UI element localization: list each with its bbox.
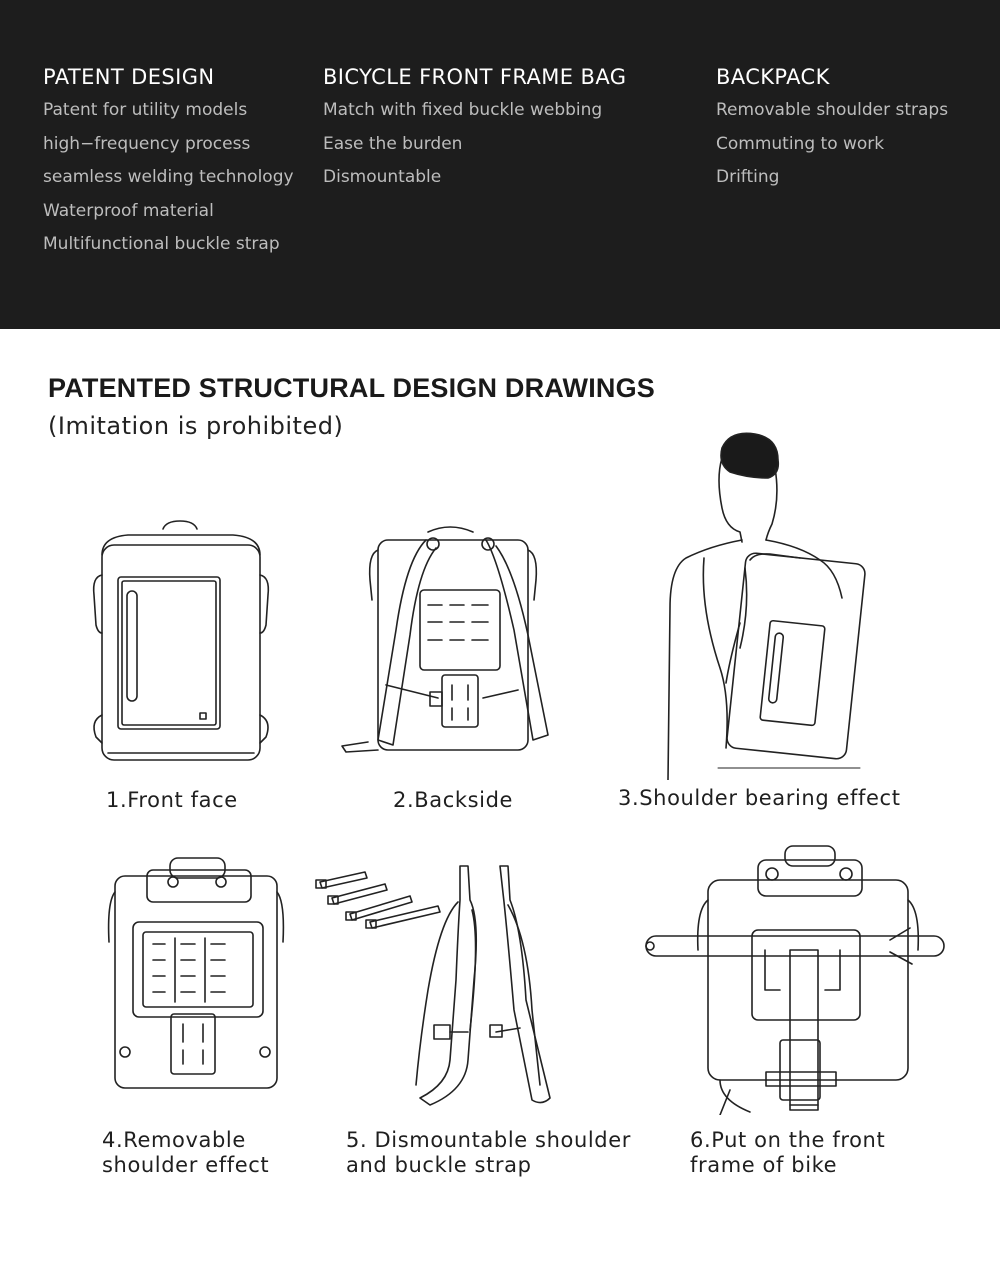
caption-removable-shoulder	[102, 1128, 269, 1178]
caption-line: 5. Dismountable shoulder	[346, 1128, 631, 1152]
list-item: Multifunctional buckle strap	[43, 234, 280, 254]
caption-dismountable-straps	[346, 1128, 631, 1178]
page-title: PATENTED STRUCTURAL DESIGN DRAWINGS	[48, 373, 656, 403]
patent-design-column	[43, 62, 294, 262]
list-item: high−frequency process	[43, 133, 251, 154]
caption-line: and buckle strap	[346, 1153, 532, 1177]
backpack-front-drawing	[88, 515, 273, 765]
backpack-back-drawing	[338, 520, 563, 760]
list-item: Drifting	[716, 167, 780, 187]
patent-design-title: PATENT DESIGN	[43, 65, 215, 89]
bicycle-bag-list	[323, 94, 626, 195]
bicycle-bag-column	[323, 62, 626, 195]
list-item: Removable shoulder straps	[716, 100, 949, 120]
caption-front-face	[106, 788, 238, 813]
backpack-without-straps-drawing	[105, 852, 285, 1092]
bag-on-bike-handlebar-drawing	[640, 840, 950, 1115]
backpack-column	[716, 62, 948, 195]
person-wearing-backpack-drawing	[660, 428, 875, 780]
backpack-title: BACKPACK	[716, 65, 830, 89]
caption-line: 2.Backside	[393, 788, 514, 812]
caption-on-bike	[690, 1128, 885, 1178]
list-item: seamless welding technology	[43, 167, 294, 187]
list-item: Ease the burden	[323, 133, 463, 154]
caption-backside	[393, 788, 513, 813]
caption-line: 4.Removable	[102, 1128, 246, 1152]
caption-line: 3.Shoulder bearing effect	[618, 786, 901, 810]
backpack-list	[716, 94, 948, 195]
list-item: Match with fixed buckle webbing	[323, 100, 603, 120]
features-header	[0, 0, 1000, 329]
caption-line: shoulder effect	[102, 1153, 270, 1177]
caption-line: 6.Put on the front	[690, 1128, 886, 1152]
bicycle-bag-title: BICYCLE FRONT FRAME BAG	[323, 65, 627, 89]
patent-design-list	[43, 94, 294, 262]
detached-straps-drawing	[310, 860, 595, 1115]
list-item: Commuting to work	[716, 133, 885, 154]
list-item: Patent for utility models	[43, 100, 248, 120]
list-item: Dismountable	[323, 167, 442, 187]
caption-shoulder-bearing	[618, 786, 901, 811]
caption-line: 1.Front face	[106, 788, 238, 812]
caption-line: frame of bike	[690, 1153, 838, 1177]
page-subtitle: (Imitation is prohibited)	[48, 412, 344, 440]
list-item: Waterproof material	[43, 200, 214, 221]
